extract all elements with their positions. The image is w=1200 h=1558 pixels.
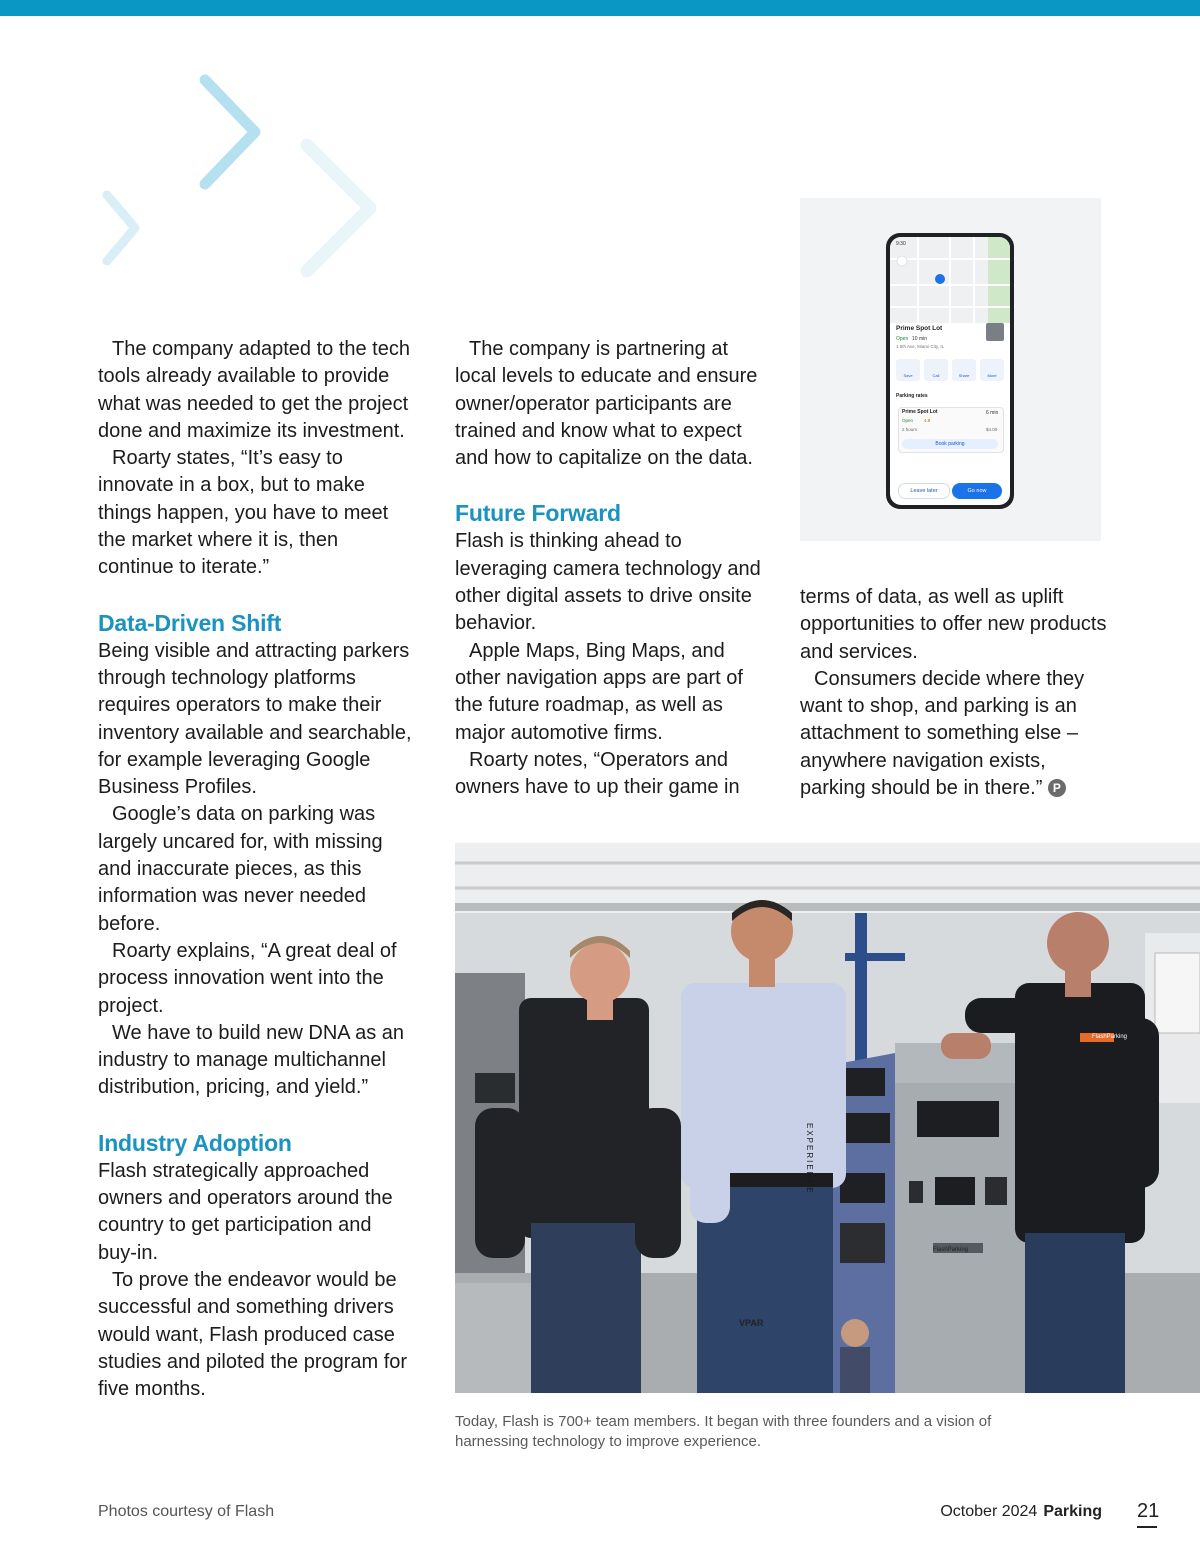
rate-status: Open	[902, 418, 914, 423]
more-button[interactable]: More	[980, 359, 1004, 381]
column-middle	[455, 336, 770, 801]
top-accent-bar	[0, 0, 1200, 16]
lot-thumbnail	[986, 323, 1004, 341]
column-left	[98, 336, 413, 1403]
photo-caption	[455, 1412, 1095, 1452]
kiosk-logo: FlashParking	[933, 1247, 969, 1253]
team-photo-illustration	[455, 843, 1200, 1393]
page-number: 21	[1137, 1500, 1160, 1522]
parking-end-mark-icon: P	[1048, 779, 1066, 797]
smartphone	[886, 233, 1014, 509]
map-streets	[890, 237, 1010, 323]
lot-status: Open	[896, 336, 909, 342]
rate-duration: 2 hours	[902, 427, 918, 432]
go-now-button[interactable]: Go now	[952, 483, 1002, 499]
section-heading-industry-adoption: Industry Adoption	[98, 1129, 292, 1156]
section-heading-future-forward: Future Forward	[455, 500, 621, 527]
section-heading-data-driven-shift: Data-Driven Shift	[98, 609, 282, 636]
save-button[interactable]: Save	[896, 359, 920, 381]
share-button[interactable]: Share	[952, 359, 976, 381]
paragraph: To prove the endeavor would be successful and something drivers would want, Flash produced case studies and piloted the program for five months.	[98, 1268, 408, 1401]
lot-address: 1 5th Ave, Miami City, IL	[896, 344, 945, 349]
team-photo	[455, 843, 1200, 1393]
paragraph: Flash is thinking ahead to leveraging camera technology and other digital assets to drive onsite behavior.	[455, 530, 761, 635]
chevron-decoration-icon	[95, 70, 395, 290]
photo-credit: Photos courtesy of Flash	[98, 1503, 275, 1520]
paragraph: Consumers decide where they want to shop, and parking is an attachment to something else – anywhere navigation exists, parking should be in there.” P	[800, 667, 1085, 800]
rate-price: $4.00	[986, 427, 998, 432]
paragraph: Roarty explains, “A great deal of process innovation went into the project.	[98, 939, 397, 1017]
rate-walk: 6 min	[986, 410, 999, 416]
issue-date: October 2024	[940, 1503, 1038, 1520]
cabinet-label: VPAR	[739, 1318, 764, 1328]
leave-later-button[interactable]: Leave later	[898, 483, 950, 499]
rate-rating: 4.9	[924, 418, 931, 423]
lot-walk: 10 min	[912, 336, 928, 342]
rate-lot-name: Prime Spot Lot	[902, 409, 938, 415]
shirt-logo: FlashParking	[1092, 1034, 1128, 1040]
page-number-underline	[1137, 1526, 1157, 1528]
paragraph: We have to build new DNA as an industry to manage multichannel distribution, pricing, and yield.”	[98, 1021, 405, 1099]
book-parking-button[interactable]: Book parking	[902, 439, 998, 449]
call-button[interactable]: Call	[924, 359, 948, 381]
status-time: 9:30	[896, 241, 906, 247]
paragraph: Roarty notes, “Operators and owners have to up their game in	[455, 748, 740, 799]
issue-footer	[940, 1503, 1102, 1521]
caption-line: harnessing technology to improve experience.	[455, 1433, 762, 1450]
lot-name: Prime Spot Lot	[896, 325, 943, 332]
paragraph: The company adapted to the tech tools already available to provide what was needed to get the project done and maximize its investment.	[98, 338, 410, 442]
paragraph: Google’s data on parking was largely uncared for, with missing and inaccurate pieces, as this information was never needed before.	[98, 803, 383, 935]
paragraph: The company is partnering at local levels to educate and ensure owner/operator participants are trained and know what to expect and how to capitalize on the data.	[455, 338, 758, 470]
phone-screen	[890, 237, 1010, 505]
paragraph: terms of data, as well as uplift opportunities to offer new products and services.	[800, 586, 1107, 663]
kiosk-side-text: EXPERIENCE	[805, 1123, 814, 1195]
paragraph: Apple Maps, Bing Maps, and other navigation apps are part of the future roadmap, as well as major automotive firms.	[455, 639, 743, 744]
paragraph: Roarty states, “It’s easy to innovate in a box, but to make things happen, you have to meet the market where it is, then continue to iterate.”	[98, 447, 389, 579]
paragraph: Flash strategically approached owners and operators around the country to get participation and buy-in.	[98, 1159, 393, 1264]
column-right	[800, 584, 1110, 802]
magazine-name: Parking	[1043, 1503, 1102, 1520]
caption-line: Today, Flash is 700+ team members. It began with three founders and a vision of	[455, 1413, 992, 1430]
rates-title: Parking rates	[896, 393, 928, 399]
phone-app-image	[800, 198, 1101, 541]
map-view	[890, 237, 1010, 323]
paragraph: Being visible and attracting parkers through technology platforms requires operators to make their inventory available and searchable, for example leveraging Google Business Profiles.	[98, 639, 412, 799]
action-buttons	[896, 359, 1004, 381]
